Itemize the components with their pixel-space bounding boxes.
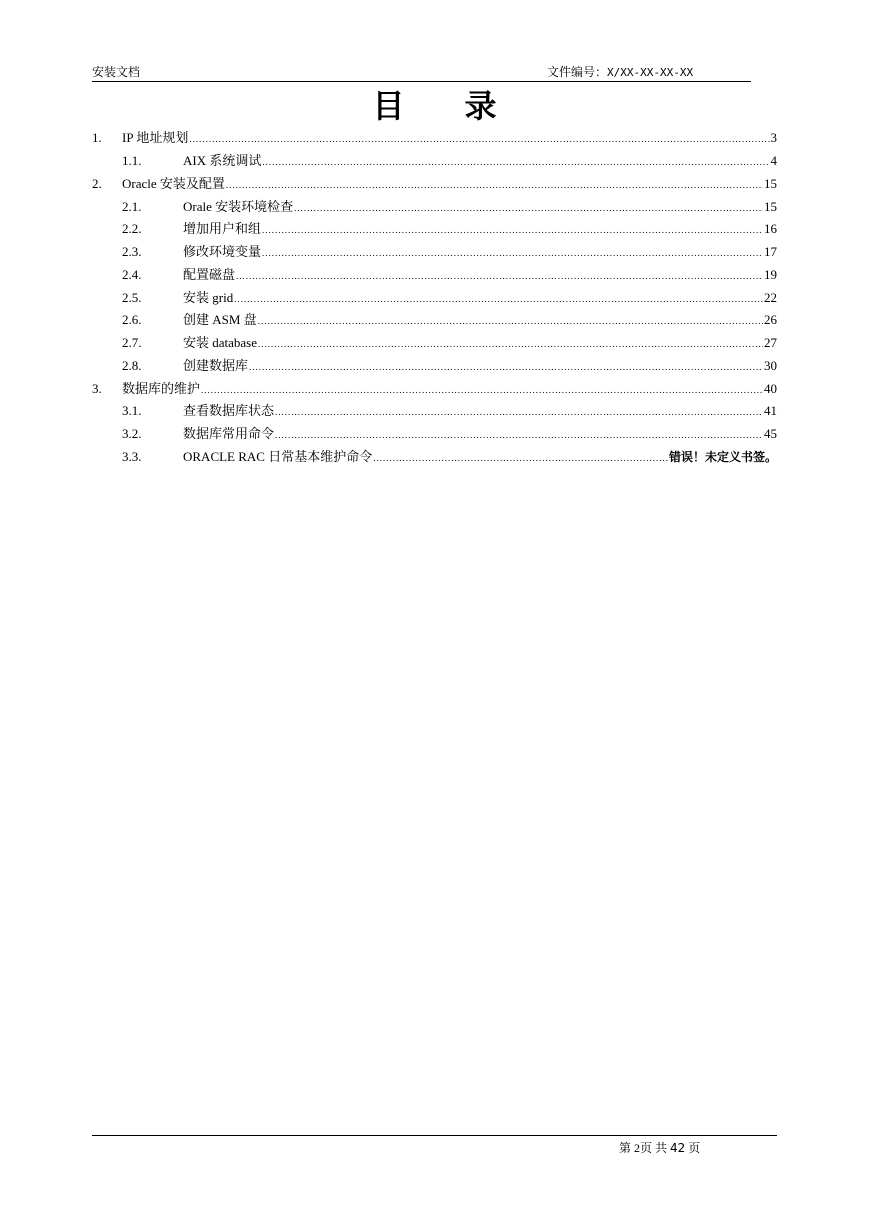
toc-entry-text: 配置磁盘	[183, 267, 236, 282]
toc-leader-dots	[236, 267, 763, 285]
footer-page-total: 42	[670, 1141, 686, 1155]
toc-entry-number: 3.1.	[122, 403, 142, 418]
toc-entry[interactable]	[122, 289, 777, 307]
toc-leader-dots	[262, 221, 763, 239]
toc-title	[0, 86, 869, 126]
toc-leader-dots	[275, 426, 763, 444]
toc-entry-page: 30	[764, 358, 777, 373]
toc-entry-page: 16	[764, 221, 777, 236]
toc-leader-dots	[262, 244, 763, 262]
toc-entry-page: 27	[764, 335, 777, 350]
toc-entry-page: 17	[764, 244, 777, 259]
toc-entry[interactable]	[122, 266, 777, 284]
toc-entry-number: 2.7.	[122, 335, 142, 350]
toc-entry-number: 2.2.	[122, 221, 142, 236]
toc-leader-dots	[258, 312, 763, 330]
toc-leader-dots	[189, 130, 769, 148]
toc-entry-page-error: 错误！未定义书签。	[668, 450, 777, 464]
toc-entry-page: 3	[770, 130, 777, 145]
toc-leader-dots	[249, 358, 763, 376]
toc-entry-number: 2.8.	[122, 358, 142, 373]
toc-entry-number: 2.1.	[122, 199, 142, 214]
toc-entry[interactable]	[122, 334, 777, 352]
toc-leader-dots	[373, 449, 668, 467]
toc-entry-text: 数据库常用命令	[183, 426, 275, 441]
toc-entry[interactable]	[122, 425, 777, 443]
toc-entry-page: 15	[764, 176, 777, 191]
header-doc-number-label: 文件编号：	[547, 65, 608, 79]
toc-entry-text: AIX 系统调试	[183, 153, 262, 168]
toc-entry[interactable]	[92, 129, 777, 147]
toc-entry-text: 修改环境变量	[183, 244, 262, 259]
header-doc-number	[547, 63, 693, 80]
toc-entry-text: Orale 安装环境检查	[183, 199, 294, 214]
toc-entry-text: 安装 database	[183, 335, 258, 350]
header-doc-number-code: X/XX-XX-XX-XX	[607, 66, 694, 79]
toc-entry-text: 数据库的维护	[122, 381, 201, 396]
toc-entry[interactable]	[92, 175, 777, 193]
toc-entry-number: 1.1.	[122, 153, 142, 168]
toc-entry-page: 4	[770, 153, 777, 168]
toc-entry-page: 45	[764, 426, 777, 441]
toc-entry-text: 创建数据库	[183, 358, 249, 373]
toc-entry-text: 增加用户和组	[183, 221, 262, 236]
toc-entry-text: 查看数据库状态	[183, 403, 275, 418]
toc-entry[interactable]	[122, 448, 777, 466]
toc-entry-page: 22	[764, 290, 777, 305]
toc-leader-dots	[226, 176, 763, 194]
toc-entry-text: ORACLE RAC 日常基本维护命令	[183, 449, 373, 464]
toc-entry-number: 1.	[92, 130, 102, 145]
toc-entry-text: 创建 ASM 盘	[183, 312, 257, 327]
footer-page-prefix: 第 2页 共	[619, 1141, 671, 1155]
toc-entry[interactable]	[122, 357, 777, 375]
toc-entry-text: Oracle 安装及配置	[122, 176, 225, 191]
toc-entry-number: 2.6.	[122, 312, 142, 327]
footer-page-suffix: 页	[685, 1141, 701, 1155]
toc-leader-dots	[234, 290, 763, 308]
toc-entry[interactable]	[122, 311, 777, 329]
toc-entry-number: 3.2.	[122, 426, 142, 441]
toc-entry-page: 15	[764, 199, 777, 214]
toc-entry-number: 2.	[92, 176, 102, 191]
header-rule	[92, 81, 751, 82]
toc-entry-page: 26	[764, 312, 777, 327]
toc-entry-number: 2.4.	[122, 267, 142, 282]
toc-entry-page: 19	[764, 267, 777, 282]
toc-entry[interactable]	[122, 152, 777, 170]
toc-leader-dots	[262, 153, 769, 171]
toc-leader-dots	[294, 199, 763, 217]
footer-page-number	[619, 1139, 700, 1156]
toc-entry-text: 安装 grid	[183, 290, 234, 305]
toc-entry[interactable]	[92, 380, 777, 398]
footer-rule	[92, 1135, 777, 1136]
toc-leader-dots	[258, 335, 763, 353]
toc-leader-dots	[275, 403, 763, 421]
toc-entry-number: 2.3.	[122, 244, 142, 259]
toc-entry-page: 41	[764, 403, 777, 418]
toc-entry-number: 2.5.	[122, 290, 142, 305]
toc-entry-number: 3.	[92, 381, 102, 396]
toc-entry[interactable]	[122, 402, 777, 420]
toc-entry-page: 40	[764, 381, 777, 396]
toc-title-char-2: 录	[464, 88, 497, 124]
toc-entry[interactable]	[122, 243, 777, 261]
toc-entry[interactable]	[122, 220, 777, 238]
toc-title-char-1: 目	[372, 88, 405, 124]
toc-entry[interactable]	[122, 198, 777, 216]
toc-entry-text: IP 地址规划	[122, 130, 189, 145]
toc-entry-number: 3.3.	[122, 449, 142, 464]
header-doc-type: 安装文档	[92, 65, 141, 79]
toc-leader-dots	[201, 381, 763, 399]
